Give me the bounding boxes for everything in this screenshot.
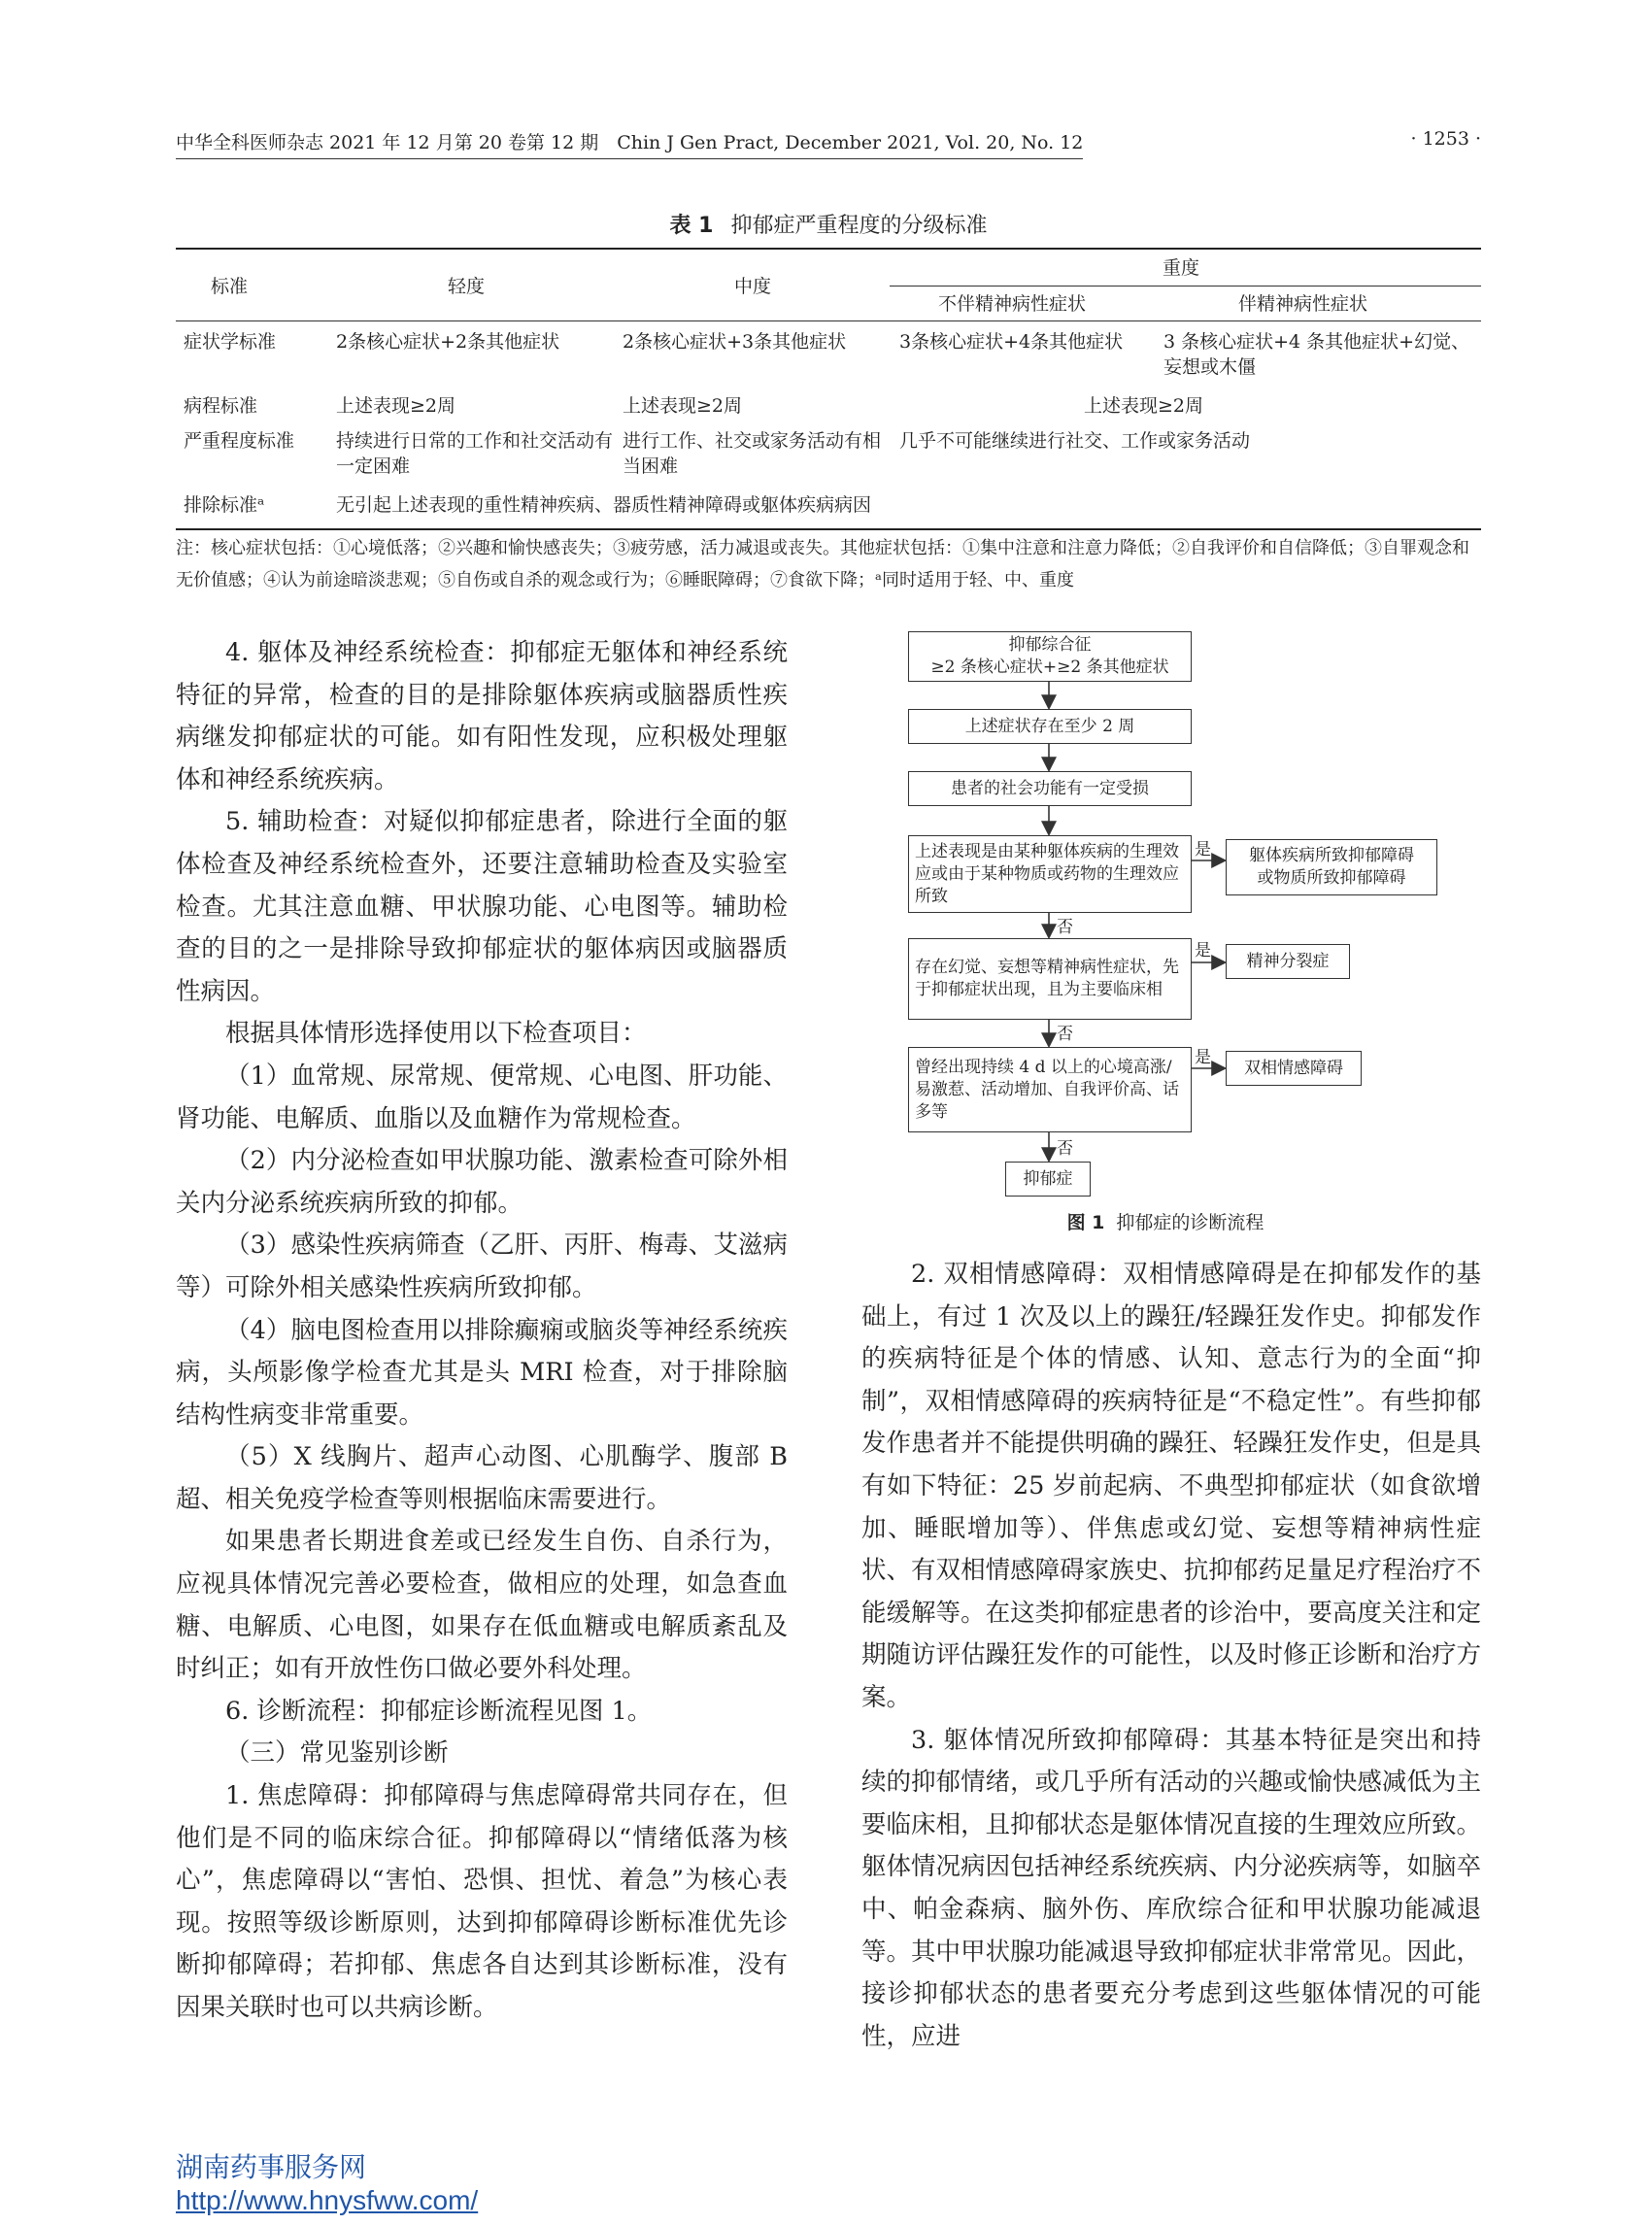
- flow-result-somatic-line2: 或物质所致抑郁障碍: [1257, 868, 1406, 888]
- header-severe-with: 伴精神病性症状: [1238, 293, 1368, 315]
- figure-number: 图 1: [1066, 1212, 1105, 1233]
- row-exclusion-label: 排除标准ᵃ: [184, 494, 265, 516]
- paragraph: 2. 双相情感障碍：双相情感障碍是在抑郁发作的基础上，有过 1 次及以上的躁狂/轻躁狂发作史。抑郁发作的疾病特征是个体的情感、认知、意志行为的全面“抑制”，双相情感障碍的疾病特征是“不稳定性”。有些抑郁发作患者并不能提供明确的躁狂、轻躁狂发作史，但是具有如下特征：25 岁前起病、不典型抑郁症状（如食欲增加、睡眠增加等）、伴焦虑或幻觉、妄想等精神病性症状、有双相情感障碍家族史、抗抑郁药足量足疗程治疗不能缓解等。在这类抑郁症患者的诊治中，要高度关注和定期随访评估躁狂发作的可能性，以及时修正诊断和治疗方案。: [861, 1260, 1481, 1712]
- row-duration-severe: 上述表现≥2周: [1084, 395, 1204, 417]
- journal-info: 中华全科医师杂志 2021 年 12 月第 20 卷第 12 期 Chin J Gen Pract, December 2021, Vol. 20, No. 12: [176, 128, 1083, 159]
- paragraph: （4）脑电图检查用以排除癫痫或脑炎等神经系统疾病，头颅影像学检查尤其是头 MRI 检查，对于排除脑结构性病变非常重要。: [176, 1315, 788, 1430]
- flow-no-label: 否: [1057, 1139, 1073, 1159]
- watermark-site-name: 湖南药事服务网: [176, 2152, 367, 2182]
- paragraph: 6. 诊断流程：抑郁症诊断流程见图 1。: [225, 1696, 653, 1726]
- row-duration-label: 病程标准: [184, 395, 258, 417]
- figure-title: 抑郁症的诊断流程: [1116, 1212, 1264, 1233]
- row-severity-severe: 几乎不可能继续进行社交、工作或家务活动: [899, 430, 1251, 452]
- section-heading: （三）常见鉴别诊断: [225, 1738, 449, 1769]
- header-bottom-rule: [176, 320, 1481, 321]
- row-symptom-severe-without: 3条核心症状+4条其他症状: [899, 331, 1124, 353]
- row-symptom-severe-with: 3 条核心症状+4 条其他症状+幻觉、妄想或木僵: [1163, 331, 1470, 378]
- row-severity-label: 严重程度标准: [184, 430, 295, 452]
- watermark-url[interactable]: http://www.hnysfww.com/: [176, 2185, 479, 2215]
- flow-box-manic-history: 曾经出现持续 4 d 以上的心境高涨/易激惹、活动增加、自我评价高、话多等: [908, 1047, 1192, 1132]
- flow-no-label: 否: [1057, 1025, 1073, 1044]
- paragraph: 根据具体情形选择使用以下检查项目：: [225, 1019, 647, 1049]
- flow-box-syndrome-criteria: ≥2 条核心症状+≥2 条其他症状: [930, 657, 1169, 677]
- row-exclusion-all: 无引起上述表现的重性精神疾病、器质性精神障碍或躯体疾病病因: [336, 494, 872, 516]
- header-divider: [890, 286, 1481, 287]
- paragraph: 3. 躯体情况所致抑郁障碍：其基本特征是突出和持续的抑郁情绪，或几乎所有活动的兴趣或愉快感减低为主要临床相，且抑郁状态是躯体情况直接的生理效应所致。躯体情况病因包括神经系统疾病、内分泌疾病等，如脑卒中、帕金森病、脑外伤、库欣综合征和甲状腺功能减退等。其中甲状腺功能减退导致抑郁症状非常常见。因此，接诊抑郁状态的患者要充分考虑到这些躯体情况的可能性，应进: [861, 1725, 1481, 2051]
- header-severe: 重度: [1163, 257, 1200, 279]
- header-moderate: 中度: [734, 276, 772, 297]
- watermark: [176, 2151, 478, 2217]
- figure-caption: [971, 1208, 1360, 1234]
- paragraph: （3）感染性疾病筛查（乙肝、丙肝、梅毒、艾滋病等）可除外相关感染性疾病所致抑郁。: [176, 1230, 788, 1302]
- row-duration-moderate: 上述表现≥2周: [623, 395, 743, 417]
- right-column: [861, 1254, 1481, 2058]
- row-severity-moderate: 进行工作、社交或家务活动有相当困难: [623, 430, 882, 477]
- flow-box-psychotic: 存在幻觉、妄想等精神病性症状，先于抑郁症状出现，且为主要临床相: [908, 938, 1192, 1020]
- flow-result-bipolar: 双相情感障碍: [1226, 1051, 1362, 1086]
- flow-yes-label: 是: [1195, 840, 1211, 860]
- flow-no-label: 否: [1057, 918, 1073, 937]
- paragraph: 1. 焦虑障碍：抑郁障碍与焦虑障碍常共同存在，但他们是不同的临床综合征。抑郁障碍以“情绪低落为核心”，焦虑障碍以“害怕、恐惧、担忧、着急”为核心表现。按照等级诊断原则，达到抑郁障碍诊断标准优先诊断抑郁障碍；若抑郁、焦虑各自达到其诊断标准，没有因果关联时也可以共病诊断。: [176, 1781, 788, 2022]
- flow-box-syndrome: [908, 631, 1192, 682]
- severity-table: [176, 248, 1481, 530]
- left-column: [176, 632, 788, 2030]
- paragraph: 5. 辅助检查：对疑似抑郁症患者，除进行全面的躯体检查及神经系统检查外，还要注意辅助检查及实验室检查。尤其注意血糖、甲状腺功能、心电图等。辅助检查的目的之一是排除导致抑郁症状的躯体病因或脑器质性病因。: [176, 807, 788, 1006]
- flow-box-depression: 抑郁症: [1005, 1162, 1091, 1197]
- flow-result-schizophrenia: 精神分裂症: [1226, 944, 1350, 979]
- header-severe-without: 不伴精神病性症状: [938, 293, 1087, 315]
- flow-yes-label: 是: [1195, 1048, 1211, 1067]
- paragraph: 4. 躯体及神经系统检查：抑郁症无躯体和神经系统特征的异常，检查的目的是排除躯体疾病或脑器质性疾病继发抑郁症状的可能。如有阳性发现，应积极处理躯体和神经系统疾病。: [176, 638, 788, 794]
- flow-yes-label: 是: [1195, 941, 1211, 961]
- paragraph: （2）内分泌检查如甲状腺功能、激素检查可除外相关内分泌系统疾病所致的抑郁。: [176, 1146, 788, 1218]
- row-severity-mild: 持续进行日常的工作和社交活动有一定困难: [336, 430, 614, 477]
- header-mild: 轻度: [448, 276, 486, 297]
- table-note: 注：核心症状包括：①心境低落；②兴趣和愉快感丧失；③疲劳感，活力减退或丧失。其他症状包括：①集中注意和注意力降低；②自我评价和自信降低；③自罪观念和无价值感；④认为前途暗淡悲观；⑤自伤或自杀的观念或行为；⑥睡眠障碍；⑦食欲下降；ᵃ同时适用于轻、中、重度: [176, 538, 1469, 590]
- flow-box-function: 患者的社会功能有一定受损: [908, 771, 1192, 806]
- row-symptom-label: 症状学标准: [184, 331, 277, 353]
- page-header: [176, 128, 1481, 157]
- page-number: · 1253 ·: [1410, 128, 1481, 150]
- flow-result-somatic-line1: 躯体疾病所致抑郁障碍: [1249, 846, 1414, 865]
- table-caption: [176, 209, 1481, 239]
- diagnosis-flowchart: [893, 620, 1437, 1241]
- row-symptom-moderate: 2条核心症状+3条其他症状: [623, 331, 847, 353]
- paragraph: （5）X 线胸片、超声心动图、心肌酶学、腹部 B 超、相关免疫学检查等则根据临床需要进行。: [176, 1442, 788, 1514]
- paragraph: 如果患者长期进食差或已经发生自伤、自杀行为，应视具体情况完善必要检查，做相应的处理，如急查血糖、电解质、心电图，如果存在低血糖或电解质紊乱及时纠正；如有开放性伤口做必要外科处理。: [176, 1527, 788, 1684]
- flow-box-somatic-cause: 上述表现是由某种躯体疾病的生理效应或由于某种物质或药物的生理效应所致: [908, 835, 1192, 913]
- table-title: 抑郁症严重程度的分级标准: [730, 214, 988, 238]
- header-criteria: 标准: [211, 276, 249, 297]
- flow-box-duration: 上述症状存在至少 2 周: [908, 709, 1192, 744]
- row-symptom-mild: 2条核心症状+2条其他症状: [336, 331, 560, 353]
- row-duration-mild: 上述表现≥2周: [336, 395, 456, 417]
- paragraph: （1）血常规、尿常规、便常规、心电图、肝功能、肾功能、电解质、血脂以及血糖作为常规检查。: [176, 1061, 788, 1133]
- flow-box-syndrome-title: 抑郁综合征: [1008, 635, 1092, 655]
- table-number: 表 1: [669, 214, 714, 238]
- flow-result-somatic: [1226, 839, 1437, 895]
